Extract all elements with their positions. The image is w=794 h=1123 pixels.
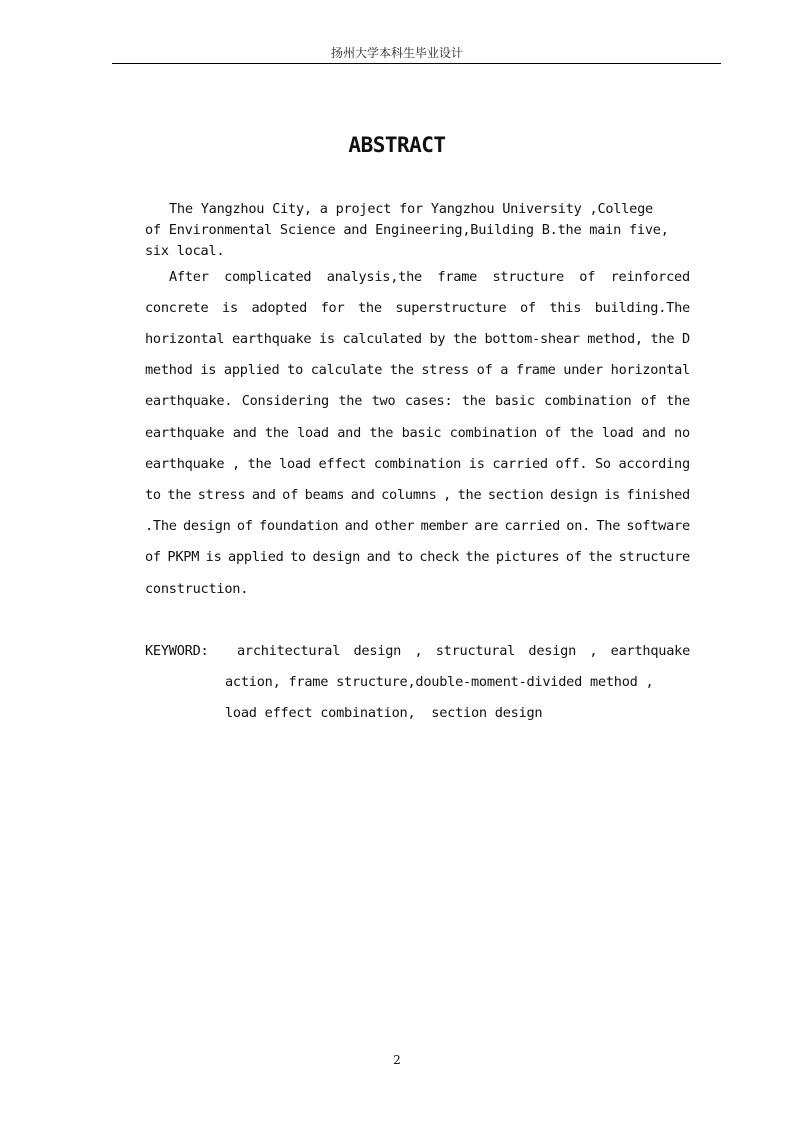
word: applied (223, 362, 280, 378)
word: load (297, 425, 329, 441)
word: other (374, 518, 415, 534)
word: the (465, 549, 490, 565)
word: is (200, 362, 217, 378)
word: is (205, 549, 222, 565)
word: The (596, 518, 621, 534)
word: So (594, 456, 611, 472)
word: earthquake (145, 456, 225, 472)
body-line-2 (145, 299, 690, 317)
word: earthquake (231, 331, 312, 347)
word: of (579, 269, 596, 285)
word: is (222, 300, 238, 316)
word: building.The (594, 300, 690, 316)
word: under (563, 362, 603, 378)
word: and (350, 487, 375, 503)
word: cases: (404, 393, 453, 409)
word: stress (421, 362, 469, 378)
word: .The (145, 518, 177, 534)
word: and (251, 487, 276, 503)
word: the (461, 393, 486, 409)
word: basic (495, 393, 535, 409)
word: the (588, 549, 613, 565)
word: and (232, 425, 257, 441)
word: is (318, 331, 335, 347)
keyword-line-2: action, frame structure,double-moment-divided method , (225, 674, 654, 690)
word: method (145, 362, 193, 378)
word: combination (449, 425, 537, 441)
word: the (452, 331, 477, 347)
word: the (247, 456, 272, 472)
word: design (549, 487, 598, 503)
word: the (569, 425, 594, 441)
word: for (320, 300, 345, 316)
word: stress (197, 487, 246, 503)
word: a (500, 362, 509, 378)
intro-line-1: The Yangzhou City, a project for Yangzhou University ,College (169, 201, 653, 217)
word: load (601, 425, 634, 441)
word: After (169, 269, 209, 285)
word: carried (492, 456, 548, 472)
word: this (549, 300, 582, 316)
word: calculate (310, 362, 383, 378)
body-line-7 (145, 455, 690, 473)
word: software (626, 518, 690, 534)
keyword-label: KEYWORD: (145, 643, 209, 659)
word: no (674, 425, 690, 441)
body-line-1 (169, 268, 690, 286)
word: design (312, 549, 361, 565)
word: and (344, 518, 369, 534)
word: and (337, 425, 362, 441)
word: foundation (258, 518, 339, 534)
word: reinforced (610, 269, 690, 285)
word: of (565, 549, 582, 565)
word: the (338, 393, 363, 409)
body-line-11: construction. (145, 581, 249, 597)
word: complicated (224, 269, 312, 285)
intro-line-3: six local. (145, 243, 225, 259)
word: of (640, 393, 657, 409)
word: of (282, 487, 299, 503)
word: method, (587, 331, 643, 347)
body-line-10 (145, 548, 690, 566)
header-rule (112, 63, 721, 64)
word: by (429, 331, 446, 347)
word: carried (504, 518, 561, 534)
word: of (145, 549, 161, 565)
word: , (589, 643, 598, 659)
word: beams (304, 487, 345, 503)
word: of (545, 425, 562, 441)
body-line-8 (145, 486, 690, 504)
word: superstructure (395, 300, 507, 316)
word: , (232, 456, 240, 472)
word: design (353, 643, 402, 659)
word: of (476, 362, 493, 378)
word: according (618, 456, 690, 472)
word: the (264, 425, 289, 441)
word: the (167, 487, 192, 503)
word: and (366, 549, 391, 565)
body-line-4 (145, 361, 690, 379)
word: structural (435, 643, 516, 659)
word: horizontal (610, 362, 690, 378)
word: bottom-shear (484, 331, 580, 347)
intro-line-2: of Environmental Science and Engineering,Building B.the main five, (145, 222, 669, 238)
word: concrete (145, 300, 209, 316)
body-line-5 (145, 392, 690, 410)
keyword-line-3: load effect combination, section design (225, 705, 543, 721)
word: on. (566, 518, 591, 534)
word: the (357, 300, 382, 316)
word: design (183, 518, 231, 534)
word: to (145, 487, 161, 503)
word: analysis,the (326, 269, 422, 285)
word: load (279, 456, 311, 472)
word: architectural (237, 643, 341, 659)
word: structure (618, 549, 690, 565)
word: adopted (251, 300, 308, 316)
word: , (443, 487, 452, 503)
word: are (474, 518, 499, 534)
word: , (414, 643, 423, 659)
word: columns (381, 487, 437, 503)
word: the (666, 393, 690, 409)
word: to (396, 549, 413, 565)
word: frame (515, 362, 556, 378)
body-line-9 (145, 517, 690, 535)
word: and (641, 425, 666, 441)
word: the (457, 487, 482, 503)
word: applied (228, 549, 284, 565)
word: member (420, 518, 469, 534)
word: earthquake. (145, 393, 233, 409)
word: D (681, 331, 690, 347)
word: PKPM (167, 549, 200, 565)
word: frame (437, 269, 478, 285)
word: the (389, 362, 414, 378)
word: two (371, 393, 396, 409)
word: combination (373, 456, 462, 472)
word: check (419, 549, 460, 565)
word: finished (626, 487, 690, 503)
running-header: 扬州大学本科生毕业设计 (330, 46, 463, 60)
word: to (287, 362, 304, 378)
word: the (650, 331, 675, 347)
word: pictures (495, 549, 560, 565)
word: earthquake (145, 425, 225, 441)
word: effect (318, 456, 367, 472)
word: basic (401, 425, 442, 441)
word: the (369, 425, 394, 441)
word: design (528, 643, 577, 659)
word: calculated (342, 331, 422, 347)
word: structure (492, 269, 564, 285)
word: of (519, 300, 536, 316)
keyword-line-1 (237, 642, 690, 660)
word: section (487, 487, 544, 503)
word: is (604, 487, 620, 503)
word: Considering (241, 393, 329, 409)
word: off. (555, 456, 588, 472)
word: earthquake (610, 643, 690, 659)
page-title: ABSTRACT (348, 133, 446, 157)
page-number: 2 (393, 1053, 401, 1067)
body-line-3 (145, 330, 690, 348)
word: horizontal (145, 331, 225, 347)
word: is (468, 456, 485, 472)
word: of (236, 518, 253, 534)
word: to (290, 549, 306, 565)
body-line-6 (145, 424, 690, 442)
word: combination (544, 393, 632, 409)
